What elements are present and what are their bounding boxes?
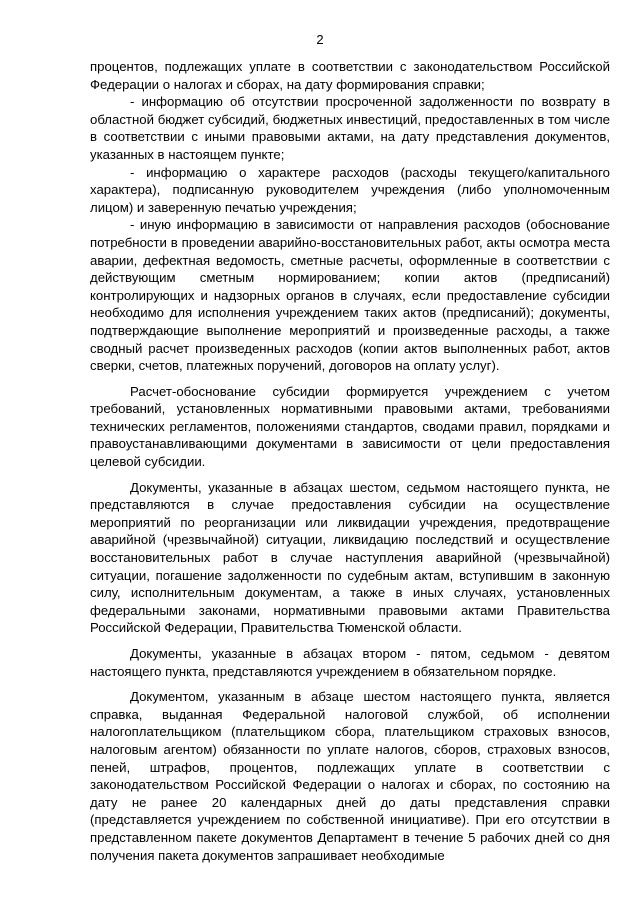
paragraph-tax-certificate: Документом, указанным в абзаце шестом настоящего пункта, является справка, выданная Федеральной налоговой службой, об исполнении налогоплательщиком (плательщиком сбора, плательщиком страховых взносов, налоговым агентом) обязанности по уплате налогов, сборов, страховых взносов, пеней, штрафов, процентов, подлежащих уплате в соответствии с законодательством Российской Федерации о налогах и сборах, по состоянию на дату не ранее 20 календарных дней до даты представления справки (представляется учреждением по собственной инициативе). При его отсутствии в представленном пакете документов Департамент в течение 5 рабочих дней со дня получения пакета документов запрашивает необходимые [90, 689, 610, 863]
page-number: 2 [316, 32, 324, 47]
paragraph-other-info: - иную информацию в зависимости от направления расходов (обоснование потребности в проведении аварийно-восстановительных работ, акты осмотра места аварии, дефектная ведомость, сметные расчеты, оформленные в соответствии с действующим сметным нормированием; копии актов (предписаний) контролирующих и надзорных органов в случаях, если предоставление субсидии необходимо для исполнения учреждением таких актов (предписаний); документы, подтверждающие выполнение мероприятий и произведенные расходы, а также сводный расчет произведенных расходов (копии актов выполненных работ, актов сверки, счетов, платежных поручений, договоров на оплату услуг). [90, 217, 610, 374]
paragraph-subsidy-calculation: Расчет-обоснование субсидии формируется учреждением с учетом требований, установленных нормативными правовыми актами, требованиями технических регламентов, положениями стандартов, сводами правил, порядками и правоустанавливающими документами в зависимости от цели предоставления целевой субсидии. [90, 383, 610, 470]
paragraph-overdue-debt-info: - информацию об отсутствии просроченной задолженности по возврату в областной бюджет субсидий, бюджетных инвестиций, предоставленных в том числе в соответствии с иными правовыми актами, на дату представления документов, указанных в настоящем пункте; [90, 94, 610, 162]
paragraph-documents-not-submitted: Документы, указанные в абзацах шестом, седьмом настоящего пункта, не представляются в случае предоставления субсидии на осуществление мероприятий по реорганизации или ликвидации учреждения, предотвращение аварийной (чрезвычайной) ситуации, ликвидацию последствий и осуществление восстановительных работ в случае наступления аварийной (чрезвычайной) ситуации, погашение задолженности по судебным актам, вступившим в законную силу, исполнительным документам, а также в иных случаях, установленных федеральными законами, нормативными правовыми актами Правительства Российской Федерации, Правительства Тюменской области. [90, 479, 610, 636]
document-body [90, 58, 610, 864]
paragraph-mandatory-documents: Документы, указанные в абзацах втором - пятом, седьмом - девятом настоящего пункта, представляются учреждением в обязательном порядке. [90, 646, 610, 679]
paragraph-expense-type-info: - информацию о характере расходов (расходы текущего/капитального характера), подписанную руководителем учреждения (либо уполномоченным лицом) и заверенную печатью учреждения; [90, 164, 610, 215]
paragraph-continuation: процентов, подлежащих уплате в соответствии с законодательством Российской Федерации о налогах и сборах, на дату формирования справки; [90, 59, 610, 92]
